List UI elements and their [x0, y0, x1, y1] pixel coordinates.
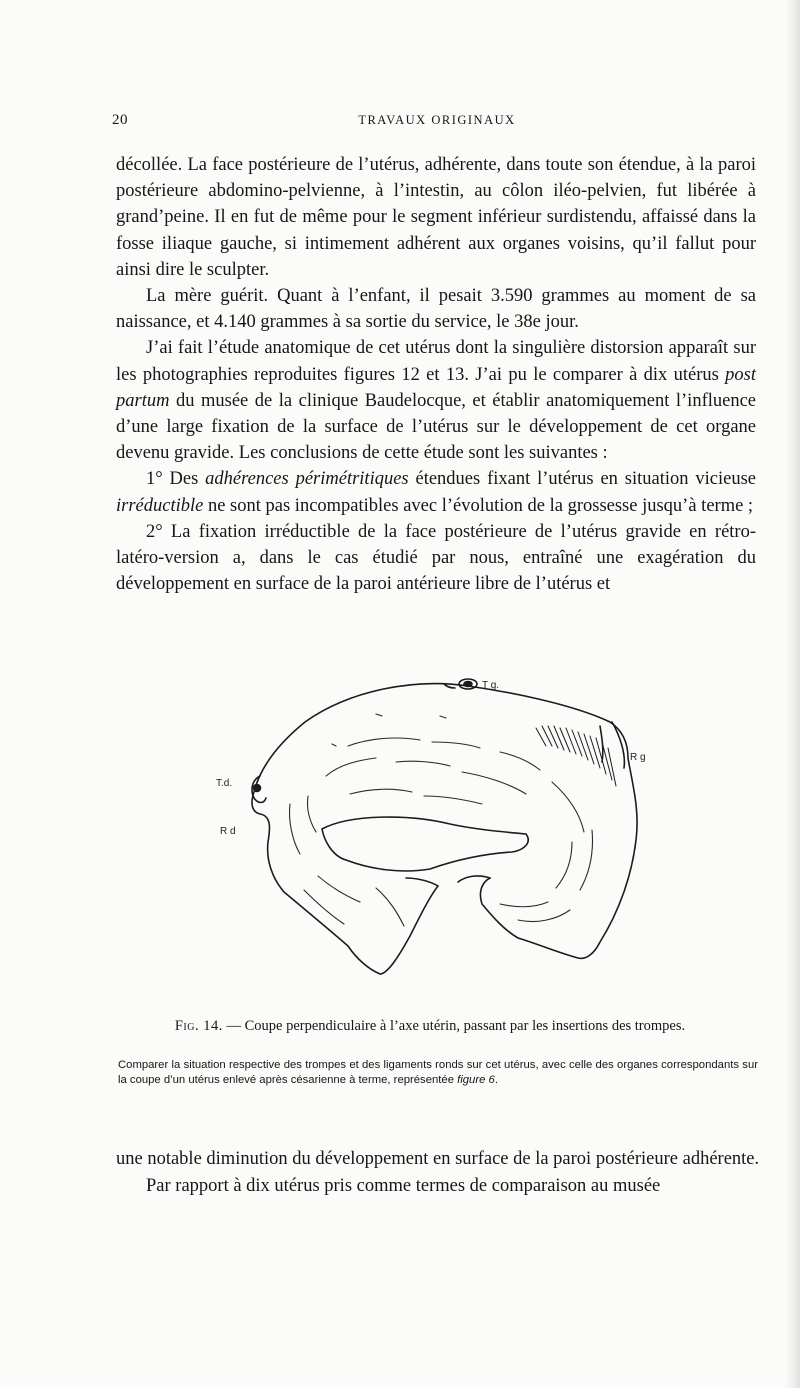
paragraph: 2° La fixation irréductible de la face postérieure de l’utérus gravide en rétro-latéro-version a, dans le cas étudié par nous, entraîné une exagération du développement en surface de la paroi antérieure libre de l’utérus et — [116, 521, 756, 595]
outer-contour — [252, 684, 468, 974]
main-text — [116, 152, 756, 597]
running-title: TRAVAUX ORIGINAUX — [358, 113, 516, 127]
text-span: étendues fixant l’utérus en situation vicieuse — [408, 469, 756, 490]
inner-cavity — [322, 817, 528, 871]
label-rd: R d — [220, 826, 236, 837]
italic-term: adhérences périmétritiques — [205, 469, 409, 490]
figure-caption-text: — Coupe perpendiculaire à l’axe utérin, passant par les insertions des trompes. — [222, 1018, 686, 1034]
text-span: 1° Des — [146, 469, 206, 490]
label-tg: T g. — [482, 680, 500, 691]
paragraph — [116, 466, 756, 518]
right-ligament — [600, 722, 624, 768]
label-rg: R g — [630, 752, 646, 763]
paragraph: La mère guérit. Quant à l’enfant, il pesait 3.590 grammes au moment de sa naissance, et 4.140 grammes à sa sortie du service, le 38e jour. — [116, 286, 756, 333]
paragraph: une notable diminution du développement en surface de la paroi postérieure adhérente. — [116, 1149, 760, 1169]
outer-contour-right — [468, 686, 637, 958]
cleft-left — [406, 878, 438, 886]
uterus-section-drawing — [200, 664, 660, 1009]
figure-note — [118, 1058, 758, 1087]
figure-caption — [150, 1016, 710, 1036]
paragraph: décollée. La face postérieure de l’utérus, adhérente, dans toute son étendue, à la paroi postérieure abdomino-pelvienne, à l’intestin, au côlon iléo-pelvien, fut libérée à grand’peine. Il en fut de même pour le segment inférieur surdistendu, affaissé dans la fosse iliaque gauche, si intimement adhérent aux organes voisins, qu’il fallut pour ainsi dire le sculpter. — [116, 155, 756, 280]
page-header — [112, 112, 762, 132]
text-span: du musée de la clinique Baudelocque, et établir anatomiquement l’influence d’une large fixation de la surface de l’utérus sur le développement de cet organe devenu gravide. Les conclusions de cette étude sont les suivantes : — [116, 390, 756, 464]
page-number: 20 — [112, 112, 128, 128]
label-td: T.d. — [216, 778, 233, 789]
text-span: ne sont pas incompatibles avec l’évolution de la grossesse jusqu’à terme ; — [203, 495, 754, 516]
figure-note-end: . — [494, 1073, 498, 1086]
continuation-text — [116, 1146, 761, 1200]
text-span: J’ai fait l’étude anatomique de cet utérus dont la singulière distorsion apparaît sur les photographies reproduites figures 12 et 13. J’ai pu le comparer à dix utérus — [116, 338, 756, 385]
page-edge-shadow — [786, 0, 800, 1388]
italic-term: post partum — [116, 364, 756, 411]
italic-term: irréductible — [116, 495, 204, 516]
figure-14 — [200, 664, 660, 1009]
figure-note-ref: figure 6 — [457, 1073, 495, 1086]
paragraph: Par rapport à dix utérus pris comme termes de comparaison au musée — [146, 1176, 661, 1196]
paragraph — [116, 335, 756, 466]
figure-caption-label: Fig. 14. — [174, 1018, 223, 1034]
figure-note-text: Comparer la situation respective des trompes et des ligaments ronds sur cet utérus, avec celle des organes correspondants sur la coupe d’un utérus enlevé après césarienne à terme, représentée — [118, 1059, 758, 1086]
